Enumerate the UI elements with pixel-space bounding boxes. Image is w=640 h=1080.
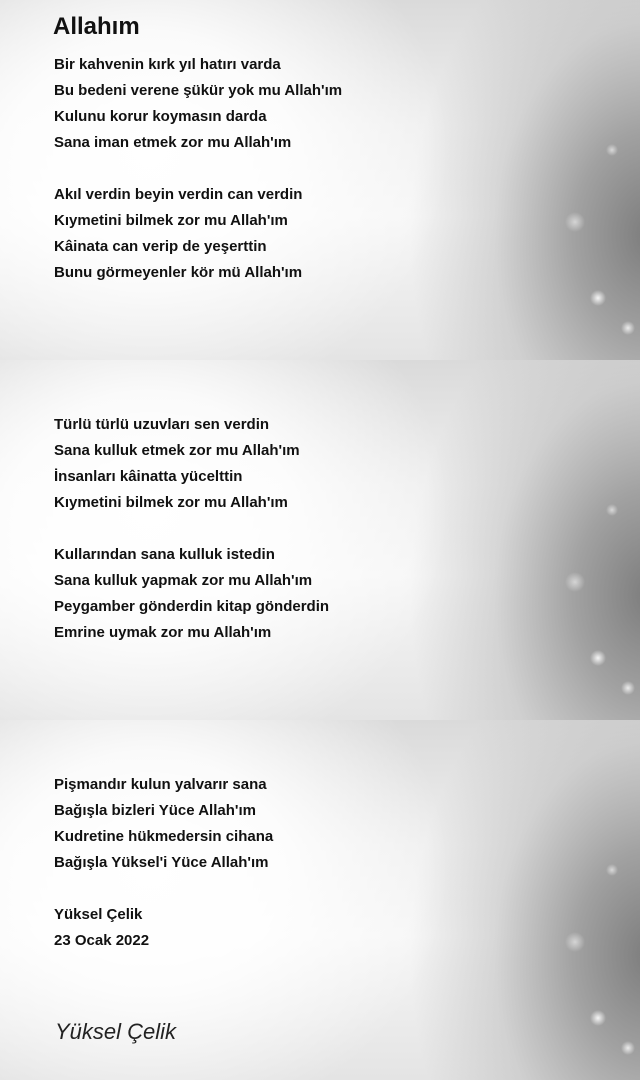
poem-panel-2 (0, 360, 640, 720)
poem-line: Bağışla Yüksel'i Yüce Allah'ım (54, 854, 269, 871)
stanza (54, 542, 329, 646)
poem-line: Bağışla bizleri Yüce Allah'ım (54, 802, 256, 819)
poem-line: Kıymetini bilmek zor mu Allah'ım (54, 212, 288, 229)
poem-line: Sana kulluk etmek zor mu Allah'ım (54, 442, 300, 459)
signature-block (54, 902, 149, 954)
poem-line: Akıl verdin beyin verdin can verdin (54, 186, 303, 203)
poem-line: Bir kahvenin kırk yıl hatırı varda (54, 56, 281, 73)
author-watermark: Yüksel Çelik (55, 1019, 177, 1044)
poem-line: Kıymetini bilmek zor mu Allah'ım (54, 494, 288, 511)
stanza (54, 182, 302, 286)
poem-line: Sana kulluk yapmak zor mu Allah'ım (54, 572, 313, 589)
poem-line: Sana iman etmek zor mu Allah'ım (54, 134, 292, 151)
poem-line: Bu bedeni verene şükür yok mu Allah'ım (54, 82, 343, 99)
stanza (54, 412, 300, 516)
poem-panel-1 (0, 0, 640, 360)
poem-line: Kullarından sana kulluk istedin (54, 546, 275, 563)
poem-line: Peygamber gönderdin kitap gönderdin (54, 598, 330, 615)
poem-line: Kudretine hükmedersin cihana (54, 828, 274, 845)
poem-line: Pişmandır kulun yalvarır sana (54, 776, 267, 793)
poem-line: Bunu görmeyenler kör mü Allah'ım (54, 264, 303, 281)
poem-line: İnsanları kâinatta yücelttin (54, 468, 243, 485)
poem-line: Kâinata can verip de yeşerttin (54, 238, 267, 255)
poem-line: Emrine uymak zor mu Allah'ım (54, 624, 272, 641)
poem-line: Kulunu korur koymasın darda (54, 108, 267, 125)
poem-title: Allahım (53, 13, 140, 40)
poem-line: Türlü türlü uzuvları sen verdin (54, 416, 270, 433)
stanza (54, 772, 273, 876)
stanza (54, 52, 342, 156)
poem-panel-3 (0, 720, 640, 1080)
signature-date: 23 Ocak 2022 (54, 932, 150, 949)
signature-author: Yüksel Çelik (54, 906, 143, 923)
